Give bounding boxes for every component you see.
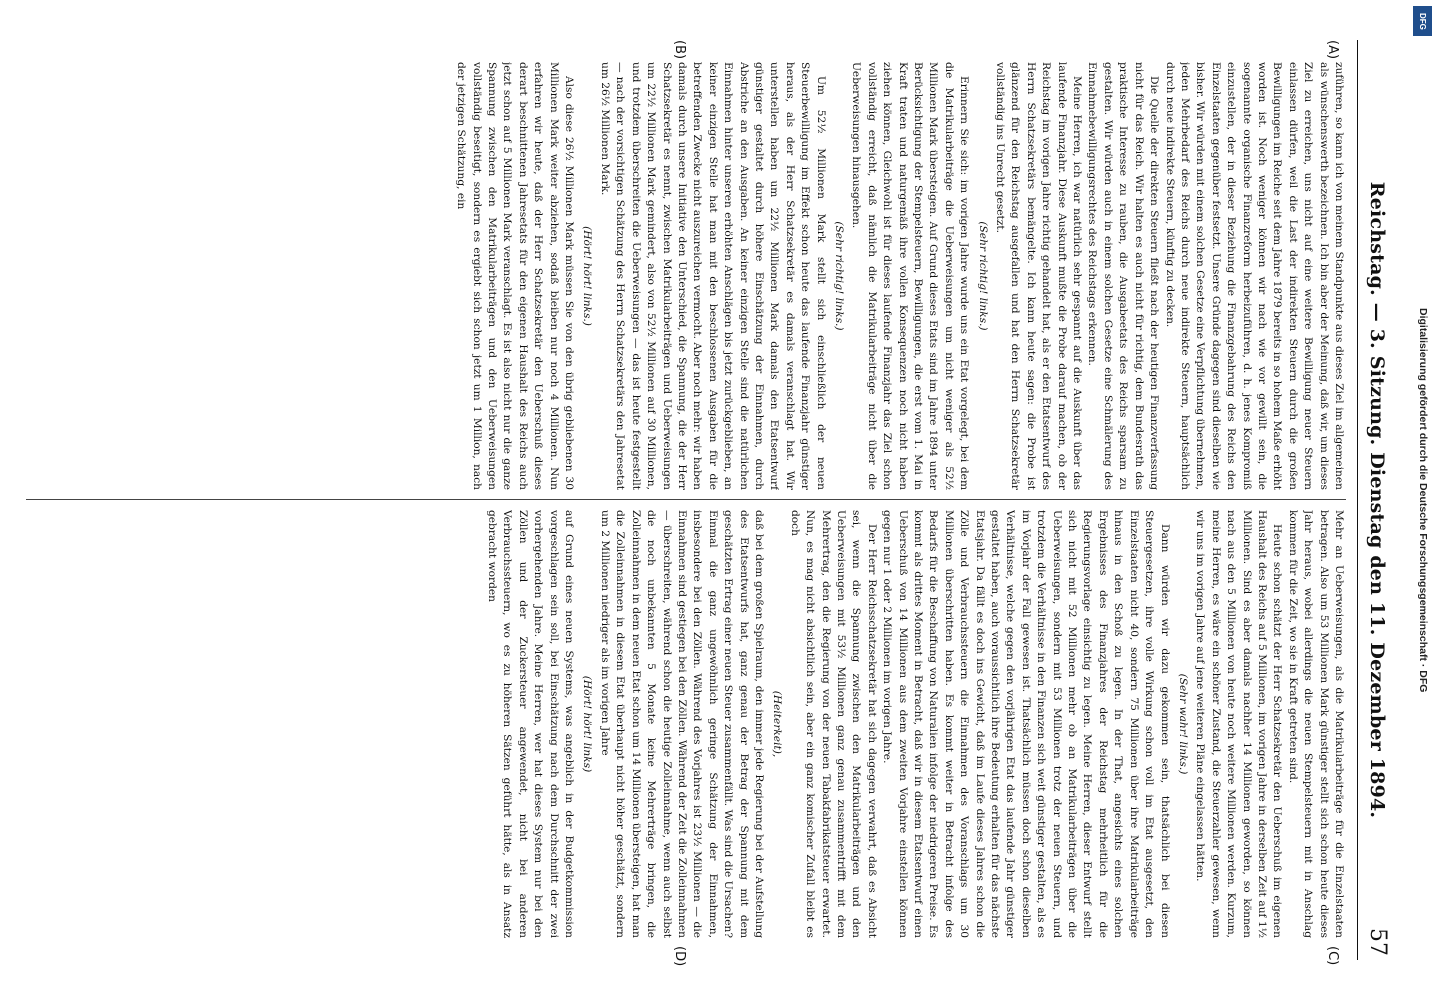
paragraph: Meine Herren, ich war natürlich sehr gespannt auf die Auskunft über das laufende Finanzjahr. Diese Auskunft mußte die Probe darauf machen, ob der Reichstag im vorigen Jahre richtig gehandelt hat, als er den Etatsentwurf des Herrn Schatzsekretärs bemängelte. Ich kann heute sagen: die Probe ist glänzend für den Reichstag ausgefallen und hat den Herrn Schatzsekretär vollständig ins Unrecht gesetzt. <box>994 62 1084 490</box>
margin-marker-c: (C) <box>1325 946 1340 966</box>
running-title: Reichstag. — 3. Sitzung. Dienstag den 11. Dezember 1894. <box>1366 181 1388 819</box>
page-number: 57 <box>1365 928 1390 956</box>
paragraph: Dann würden wir dazu gekommen sein, thatsächlich bei diesen Steuergesetzen, ihre volle Wirkung schon voll im Etat ausgesetzt, den Einzelstaaten nicht 40, sondern 75 Millionen über ihre Matrikularbeiträge hinaus in den Schoß zu legen. In der That, angesichts eines solchen Ergebnisses des Finanzjahres der Reichstag mehrheitlich für die Regierungsvorlage einsichtig zu legen. Meine Herren, dieser Entwurf stellt sich nicht mit 52 Millionen mehr ob an Matrikularbeiträgen über die Ueberweisungen, sondern mit 53 Millionen trotz der neuen Steuern, und trotzdem die Verhältnisse in den Finanzen sich weit günstiger gestalten, als es im Vorjahr der Fall gewesen ist. Thatsächlich müssen doch schon dieselben Verhältnisse, welche gegen den vorjährigen Etat das laufende Jahr günstiger gestaltet haben, auch voraussichtlich ihre Bedeutung erhalten für das nächste Etatsjahr. Da fällt es doch ins Gewicht, daß im Laufe dieses Jahres schon die Zölle und Verbrauchssteuern die Einnahmen des Voranschlags um 30 Millionen überschritten haben. Es kommt weiter in Betracht infolge des Bedarfs für die Beschaffung von Naturalien infolge der niedrigeren Preise. Es kommt als drittes Moment in Betracht, daß wir in diesem Etatsentwurf einen Ueberschuß von 14 Millionen aus dem zweiten Vorjahre einstellen können gegen nur 1 oder 2 Millionen im vorigen Jahre. <box>881 510 1171 938</box>
page-header <box>1357 40 1394 960</box>
dfg-logo: DFG <box>1413 6 1432 36</box>
paragraph: Erinnern Sie sich: im vorigen Jahre wurde uns ein Etat vorgelegt, bei dem die Matrikularbeiträge die Ueberweisungen um nicht weniger als 52½ Millionen Mark übersteigen. Auf Grund dieses Etats sind im Jahre 1894 unter Berücksichtigung der Stempelsteuern, Bewilligungen, die erst vom 1. Mai in Kraft traten und naturgemäß ihre vollen Konsequenzen noch nicht haben ziehen können, Gleichwohl ist für dieses laufende Finanzjahr das Ziel schon vollständig erreicht, daß nämlich die Matrikularbeiträge nicht über die Ueberweisungen hinausgehen. <box>850 62 971 490</box>
audience-reaction: (Heiterkeit), <box>771 690 784 758</box>
audience-reaction: (Sehr richtig! links.) <box>976 221 989 331</box>
audience-reaction: (Sehr richtig! links.) <box>833 221 845 331</box>
audience-reaction: (Hört! hört! links.) <box>581 226 594 326</box>
paragraph: Mehr an Ueberweisungen, als die Matrikularbeiträge für die Einzelstaaten betragen. Also um 53 Millionen Mark günstiger stellt sich schon heute dieses Jahr heraus, wobei allerdings die neuen Stempelsteuern mit in Anschlag kommen für die Zeit, wo sie in Kraft getreten sind. <box>1286 510 1345 938</box>
margin-marker-b: (B) <box>672 40 687 60</box>
left-column <box>26 62 1346 490</box>
margin-marker-d: (D) <box>672 946 687 967</box>
column-divider <box>26 499 1346 500</box>
digitization-credit: Digitalisierung gefördert durch die Deutsche Forschungsgemeinschaft · DFG <box>1417 307 1429 693</box>
audience-reaction: (Hört! hört! links) <box>581 675 594 773</box>
right-column <box>26 510 1346 938</box>
paragraph: Also diese 26½ Millionen Mark müssen Sie von den übrig gebliebenen 30 Millionen Mark weiter abziehen, sodaß bleiben nur noch 4 Millionen. Nun erfahren wir heute, daß der Herr Schatzsekretär den Ueberschuß dieses derart beschnittenen Jahresetats für den eigenen Haushalt des Reichs auch jetzt schon auf 5 Millionen Mark veranschlagt. Es ist also nicht nur die ganze Spannung zwischen den Matrikularbeiträgen und den Ueberweisungen vollständig beseitigt, sondern es ergiebt sich schon jetzt um 1 Million, nach der jetzigen Schätzung, ein <box>455 62 576 490</box>
audience-reaction: (Sehr wahr! links.) <box>1176 673 1189 775</box>
paragraph: zuführen, so kann ich von meinem Standpunkte aus dieses Ziel im allgemeinen als wünschenswerth bezeichnen. Ich bin aber der Meinung, daß wir, um dieses Ziel zu erreichen, uns nicht auf eine weitere Bewilligung neuer Steuern einlassen dürfen, weil die Last der indirekten Steuern durch die großen Bewilligungen im Reiche seit dem Jahre 1879 bereits in so hohem Maße erhöht worden ist. Noch weniger können wir nach wie vor gewillt sein, die sogenannte organische Finanzreform herbeizuführen, d. h. jenes Kompromiß einzustellen, der in dieser Beziehung die Finanzgebahrung des Reichs den Einzelstaaten gegenüber festsetzt. Unsere Gründe dagegen sind dieselben wie bisher. Wir würden mit einem solchen Gesetze eine Verpflichtung übernehmen, jeden Mehrbedarf des Reichs durch neue indirekte Steuern, hauptsächlich durch neue indirekte Steuern, künftig zu decken. <box>1163 62 1345 490</box>
margin-marker-a: (A) <box>1325 40 1340 60</box>
paragraph: Die Quelle der direkten Steuern fließt nach der heutigen Finanzverfassung nicht für das Reich. Wir halten es auch nicht für richtig, dem Bundesrath das praktische Interesse zu rauben, die Ausgabeetats des Reichs sparsam zu gestalten. Wir würden auch in einem solchen Gesetze eine Schmälerung des Einnahmebewilligungsrechtes des Reichstags erkennen. <box>1086 62 1161 490</box>
paragraph: Der Herr Reichsschatzsekretär hat sich dagegen verwahrt, daß es Absicht sei, wenn die Spannung zwischen den Matrikularbeiträgen und den Ueberweisungen mit 53½ Millionen ganz genau zusammentrifft mit dem Mehrertrag, den die Regierung von der neuen Tabakfabrikatsteuer erwartet. Nun, es mag nicht absichtlich sein, aber ein ganz komischer Zufall bleibt es doch <box>788 510 878 938</box>
paragraph: Heute schon schätzt der Herr Schatzsekretär den Ueberschuß im eigenen Haushalt des Reichs auf 5 Millionen, im vorigen Jahre in derselben Zeit auf 1½ Millionen. Sind es aber damals nachher 14 Millionen geworden, so können nach aus den 5 Millionen von heute noch weitere Millionen werden. Kurzum, meine Herren, es wäre ein schöner Zustand, die Steuerzahler gewesen, wenn wir uns im vorigen Jahre auf jene weiteren Pläne eingelassen hätten. <box>1194 510 1284 938</box>
paragraph: Um 52½ Millionen Mark stellt sich einschließlich der neuen Steuerbewilligung im Effekt schon heute das laufende Finanzjahr günstiger heraus, als der Herr Schatzsekretär es damals veranschlagt hat. Wir unterstellen haben um 22½ Millionen Mark damals den Etatsentwurf günstiger gestaltet durch höhere Einschätzung der Einnahmen, durch Abstriche an den Ausgaben. An keiner einzigen Stelle sind die natürlichen Einnahmen hinter unseren erhöhten Anschlägen bis jetzt zurückgeblieben, an keiner einzigen Stelle hat man mit den beschlossenen Ausgaben für die betreffenden Zwecke nicht auszureichen vermocht. Aber noch mehr: wir haben damals durch unsere Initiative den Unterschied, die Spannung, die der Herr Schatzsekretär es nennt, zwischen Matrikularbeiträgen und Ueberweisungen um 22½ Millionen Mark gemindert, also von 52½ Millionen auf 30 Millionen, und trotzdem überschreiten die Ueberweisungen — das ist heute festgestellt — nach der vorsichtigen Schätzung des Herrn Schatzsekretärs den Jahresetat um 26½ Millionen Mark. <box>598 62 827 490</box>
paragraph: auf Grund eines neuen Systems, was angeblich in der Budgetkommission vorgeschlagen sein soll, bei Einschätzung nach dem Durchschnitt der zwei vorhergehenden Jahre. Meine Herren, wer hat dieses System nur bei den Zöllen und der Zuckersteuer angewendet, nicht bei anderen Verbrauchssteuern, wo es zu höheren Sätzen geführt hätte, als in Ansatz gebracht worden <box>486 510 576 938</box>
paragraph: daß bei dem großen Spielraum, den immer jede Regierung bei der Aufstellung des Etatsentwurfs hat, ganz genau der Betrag der Spannung mit dem geschätzten Ertrag einer neuen Steuer zusammenfällt. Was sind die Ursachen? Einmal die ganz ungewöhnlich geringe Schätzung der Einnahmen, insbesondere bei den Zöllen. Während des Vorjahres ist 23½ Millionen — die Einnahmen sind gestiegen bei den Zöllen. Während der Zeit die Zolleinnahmen — überschreiten, während schon die heutige Zolleinnahme, wenn auch selbst die noch unbekannten 5 Monate keine Mehrerträge bringen, die Zolleinnahmen in dem neuen Etat schon um 14 Millionen übersteigen, hat man die Zolleinnahmen in diesem Etat überhaupt nicht höher geschätzt, sondern um 2 Millionen niedriger als im vorigen Jahre <box>598 510 765 938</box>
